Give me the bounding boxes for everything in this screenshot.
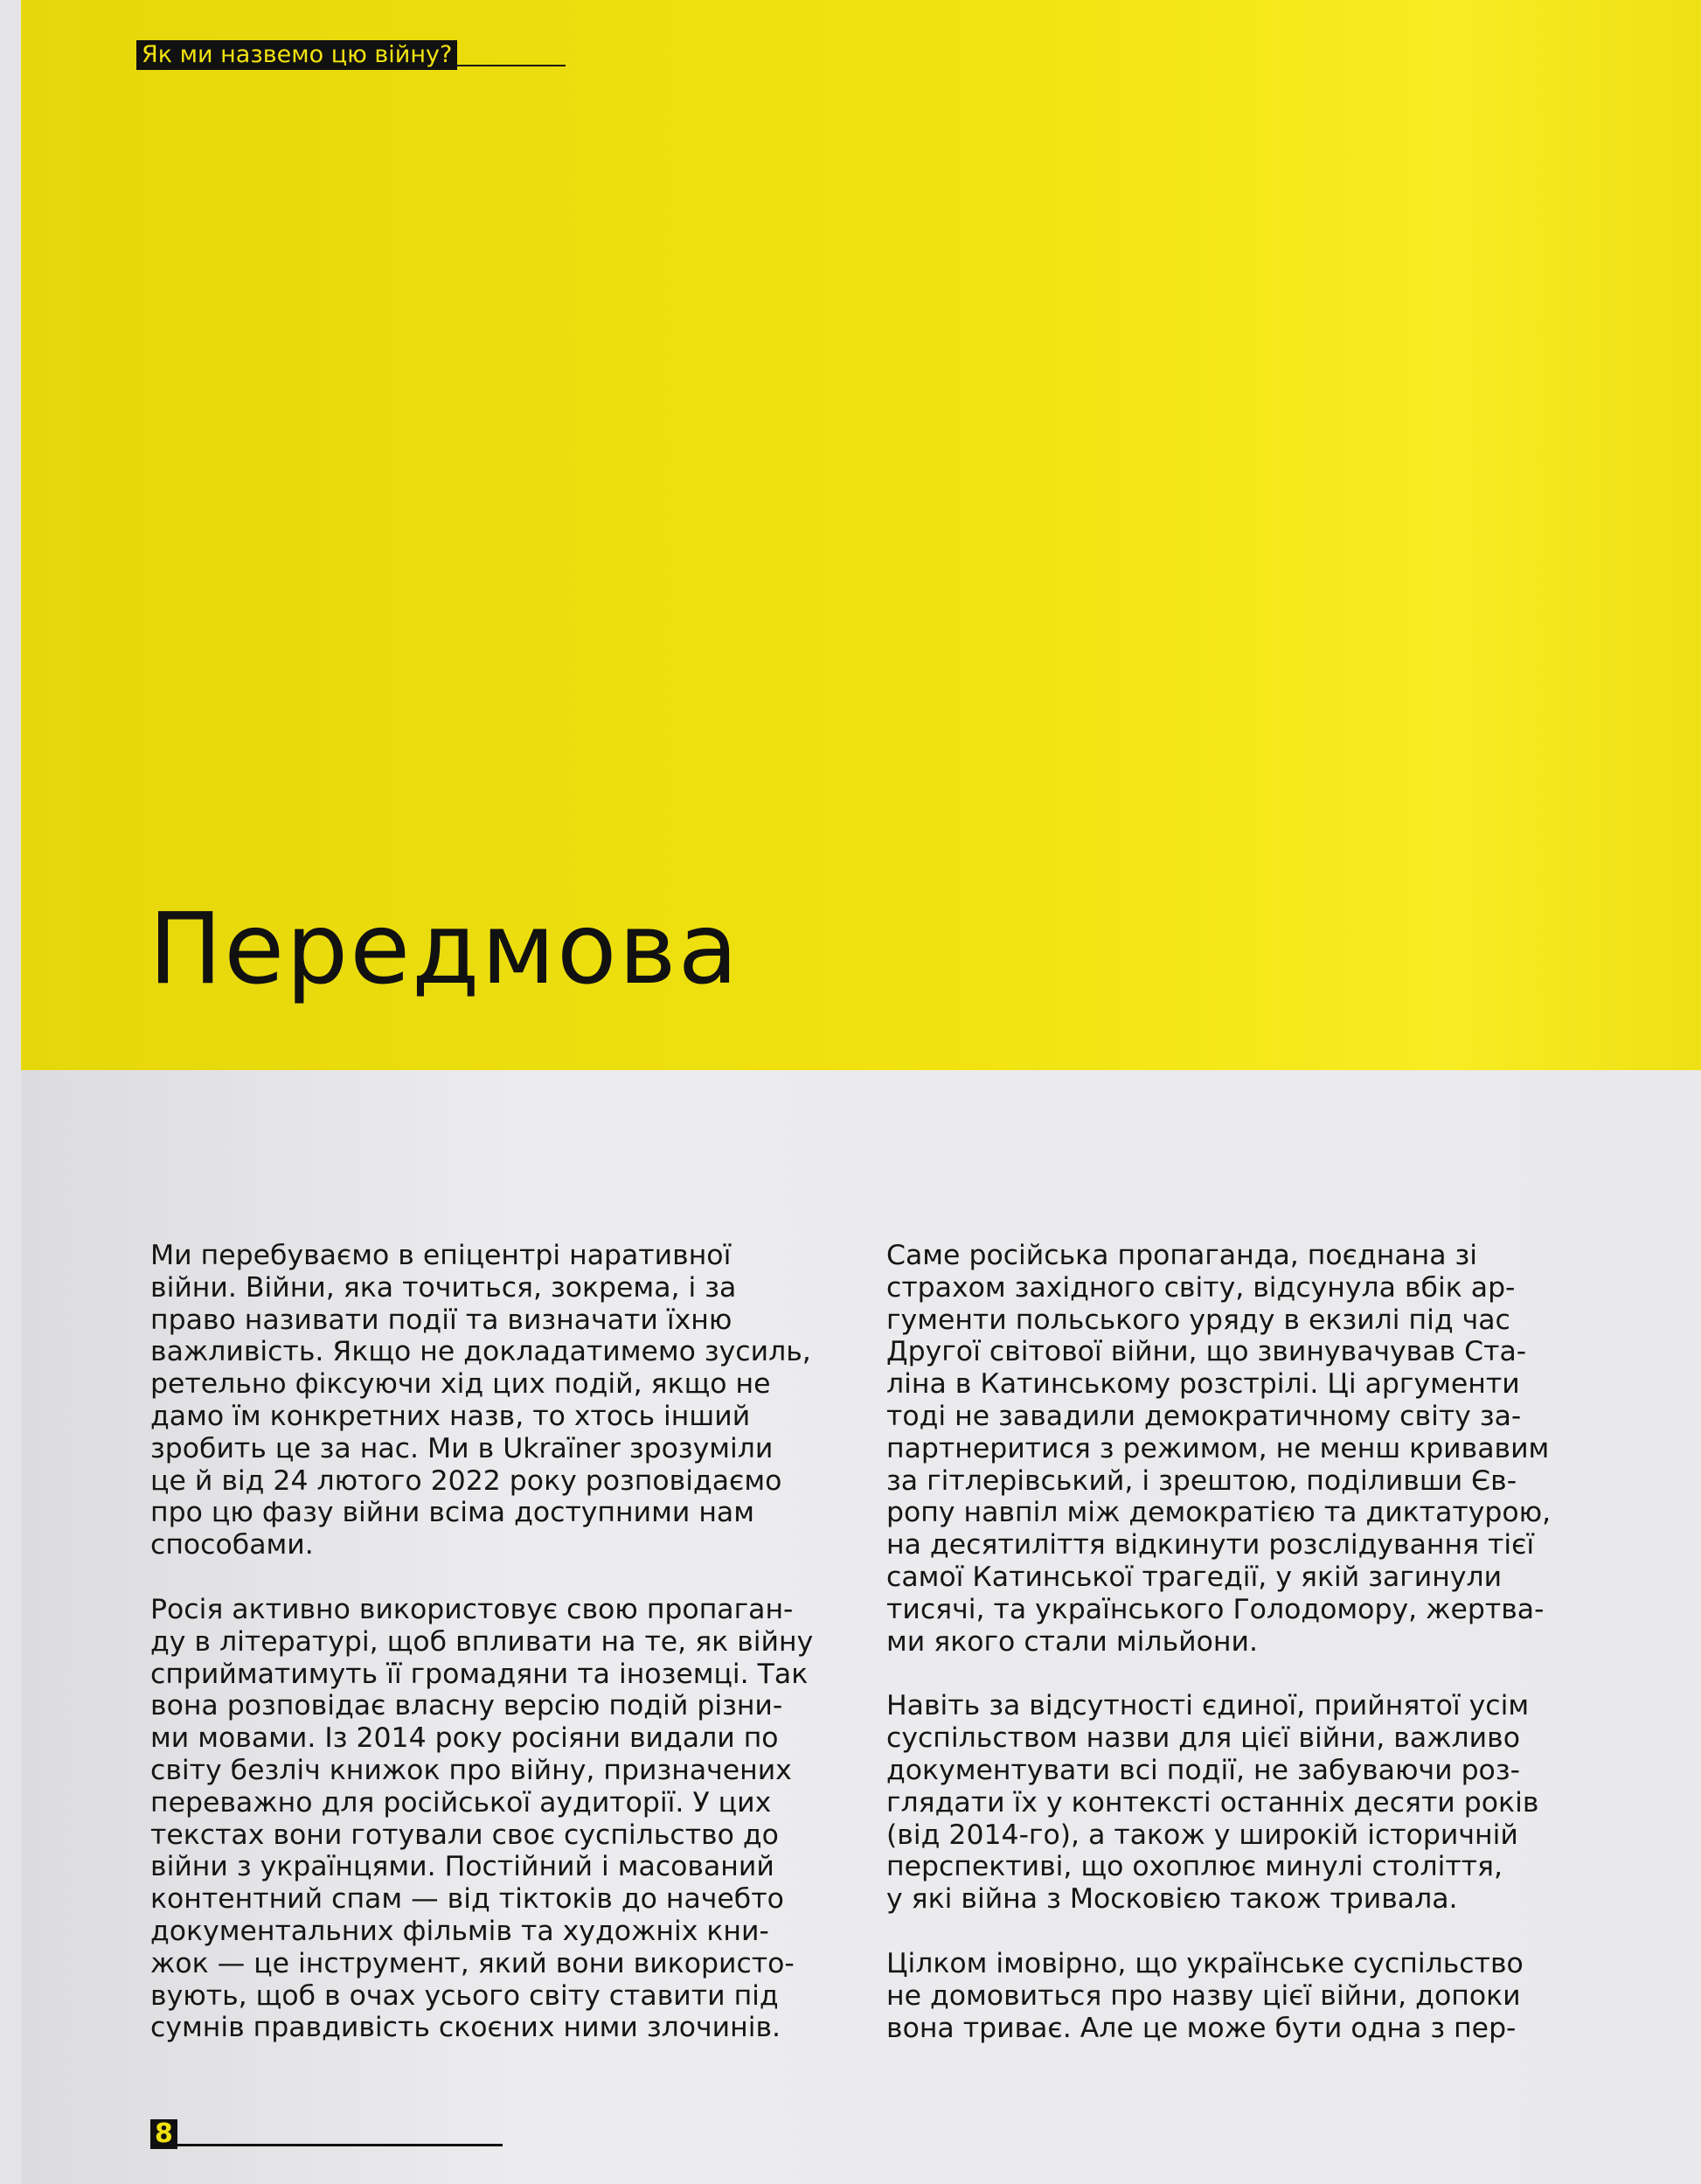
running-head-title: Як ми назвемо цю війну? xyxy=(136,40,457,70)
page-footer xyxy=(150,2119,503,2149)
right-paragraph-1: Саме російська пропаганда, поєднана зі страхом західного світу, відсунула вбік ар- гументи польського уряду в екзилі під час Другої світової війни, що звинувачував Ста- ліна в Катинському розстрілі. Ці аргументи тоді не завадили демократичному світу за- партнеритися з режимом, не менш кривавим за гітлерівський, і зрештою, поділивши Єв- ропу навпіл між демократією та диктатурою, на десятиліття відкинути розслідування тієї самої Катинської трагедії, у якій загинули тисячі, та українського Голодомору, жертва- ми якого стали мільйони. xyxy=(886,1240,1552,1658)
book-page xyxy=(21,0,1701,2184)
running-head xyxy=(136,40,566,70)
left-text-column xyxy=(150,1240,876,2076)
left-paragraph-2: Росія активно використовує свою пропаган- ду в літературі, щоб впливати на те, як війну сприйматимуть її громадяни та іноземці. Так вона розповідає власну версію подій різни- ми мовами. Із 2014 року росіяни видали по світу безліч книжок про війну, призначених переважно для російської аудиторії. У цих текстах вони готували своє суспільство до війни з українцями. Постійний і масований контентний спам — від тіктоків до начебто документальних фільмів та художніх кни- жок — це інструмент, який вони використо- вують, щоб в очах усього світу ставити під сумнів правдивість скоєних ними злочинів. xyxy=(150,1593,814,2044)
footer-rule xyxy=(177,2144,503,2146)
yellow-header-panel xyxy=(21,0,1701,1070)
right-text-column xyxy=(886,1240,1656,2076)
right-paragraph-3: Цілком імовірно, що українське суспільство не домовиться про назву цієї війни, допоки вона триває. Але це може бути одна з пер- xyxy=(886,1947,1524,2044)
page-number: 8 xyxy=(150,2119,177,2149)
right-paragraph-2: Навіть за відсутності єдиної, прийнятої усім суспільством назви для цієї війни, важливо документувати всі події, не забуваючи роз- глядати їх у контексті останніх десяти років (від 2014-го), а також у широкій історичній перспективі, що охоплює минулі століття, у які війна з Московією також тривала. xyxy=(886,1690,1539,1916)
left-paragraph-1: Ми перебуваємо в епіцентрі наративної війни. Війни, яка точиться, зокрема, і за право називати події та визначати їхню важливість. Якщо не докладатимемо зусиль, ретельно фіксуючи хід цих подій, якщо не дамо їм конкретних назв, то хтось інший зробить це за нас. Ми в Ukraїner зрозуміли це й від 24 лютого 2022 року розповідаємо про цю фазу війни всіма доступними нам способами. xyxy=(150,1240,811,1561)
running-head-rule xyxy=(457,65,566,66)
chapter-title: Передмова xyxy=(149,893,740,1006)
